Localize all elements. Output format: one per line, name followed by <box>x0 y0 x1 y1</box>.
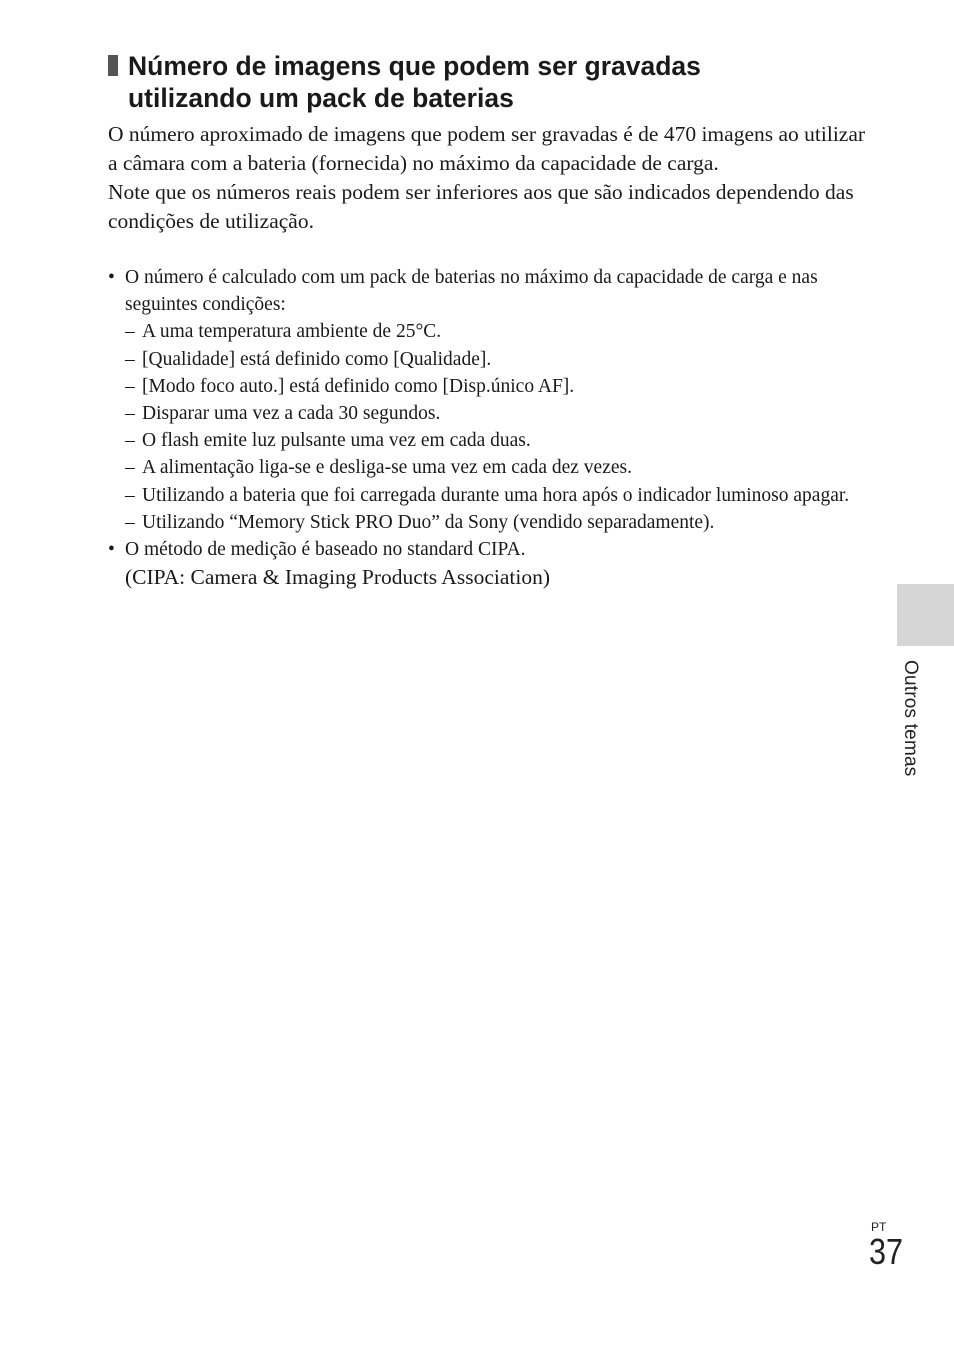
bullet-text: O método de medição é baseado no standard CIPA. <box>125 539 526 561</box>
condition-item: – Utilizando “Memory Stick PRO Duo” da Sony (vendido separadamente). <box>125 509 868 536</box>
side-tab-marker <box>897 584 954 646</box>
notes-list <box>108 264 868 592</box>
dash-icon: – <box>125 457 135 479</box>
dash-icon: – <box>125 321 135 343</box>
dash-icon: – <box>125 375 135 397</box>
paragraph-1: O número aproximado de imagens que podem ser gravadas é de 470 imagens ao utilizar a câmara com a bateria (fornecida) no máximo da capacidade de carga. <box>108 122 866 175</box>
heading-line-1: Número de imagens que podem ser gravadas <box>128 51 701 81</box>
cipa-note: (CIPA: Camera & Imaging Products Association) <box>125 565 550 590</box>
section-heading <box>108 50 888 114</box>
side-tab-label: Outros temas <box>900 660 921 777</box>
bullet-item-method <box>108 536 868 592</box>
dash-icon: – <box>125 511 135 533</box>
heading-text <box>128 50 701 114</box>
condition-item: – A uma temperatura ambiente de 25°C. <box>125 318 868 345</box>
intro-text <box>108 120 868 236</box>
condition-item: – [Modo foco auto.] está definido como [Disp.único AF]. <box>125 373 868 400</box>
dash-icon: – <box>125 403 135 425</box>
conditions-list <box>125 318 868 536</box>
heading-line-2: utilizando um pack de baterias <box>128 83 514 113</box>
bullet-icon: • <box>108 539 115 561</box>
paragraph-2: Note que os números reais podem ser inferiores aos que são indicados dependendo das condições de utilização. <box>108 180 854 233</box>
language-code: PT <box>871 1220 887 1234</box>
condition-item: – Disparar uma vez a cada 30 segundos. <box>125 400 868 427</box>
condition-item: – O flash emite luz pulsante uma vez em cada duas. <box>125 427 868 454</box>
dash-icon: – <box>125 348 135 370</box>
condition-item: – A alimentação liga-se e desliga-se uma vez em cada dez vezes. <box>125 454 868 481</box>
condition-item: – Utilizando a bateria que foi carregada durante uma hora após o indicador luminoso apagar. <box>125 482 868 509</box>
page-number: 37 <box>869 1231 904 1272</box>
dash-icon: – <box>125 484 135 506</box>
heading-marker-icon <box>108 55 118 76</box>
condition-item: – [Qualidade] está definido como [Qualidade]. <box>125 346 868 373</box>
bullet-text: O número é calculado com um pack de baterias no máximo da capacidade de carga e nas seguintes condições: <box>125 267 818 316</box>
dash-icon: – <box>125 430 135 452</box>
bullet-icon: • <box>108 267 115 288</box>
bullet-item-calculation <box>108 264 868 536</box>
